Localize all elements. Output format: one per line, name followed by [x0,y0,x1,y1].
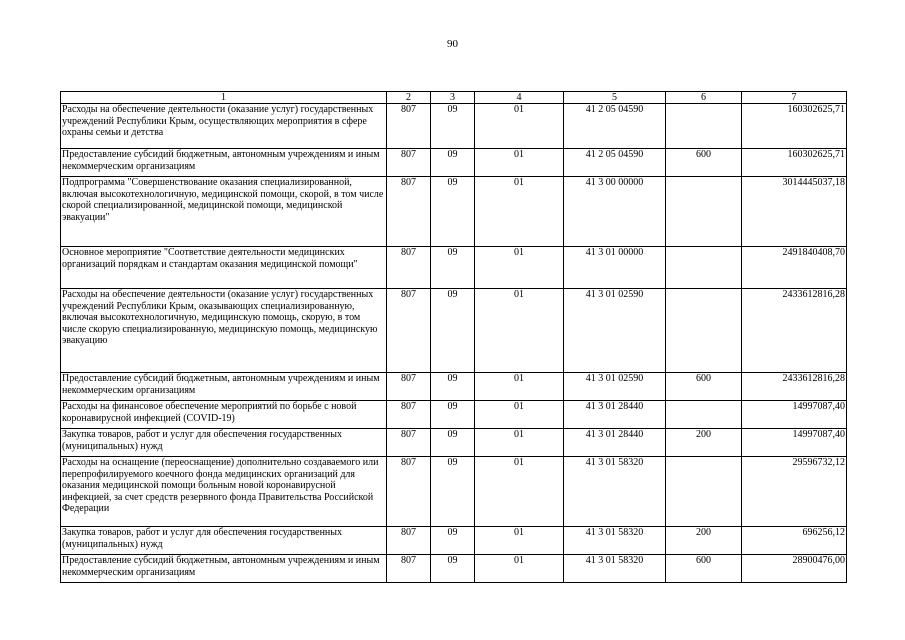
row-code-cell: 807 [387,527,431,555]
table-row [61,401,847,429]
row-target-article-cell: 41 3 01 28440 [564,429,666,457]
row-expense-type-cell: 600 [666,373,742,401]
row-expense-type-cell [666,177,742,247]
row-target-article-cell: 41 2 05 04590 [564,149,666,177]
row-name-cell: Подпрограмма "Совершенствование оказания специализированной, включая высокотехнологичную, медицинской помощи, скорой, в том числе скорой специализированной, медицинской помощи, медицинской эвакуации" [61,177,387,247]
table-row [61,289,847,373]
row-section-cell: 09 [431,373,475,401]
row-section-cell: 09 [431,289,475,373]
row-amount-cell: 2433612816,28 [742,373,847,401]
row-subsection-cell: 01 [475,247,564,289]
row-section-cell: 09 [431,104,475,149]
row-code-cell: 807 [387,401,431,429]
row-amount-cell: 2491840408,70 [742,247,847,289]
row-name-cell: Закупка товаров, работ и услуг для обеспечения государственных (муниципальных) нужд [61,527,387,555]
row-expense-type-cell: 600 [666,555,742,583]
row-code-cell: 807 [387,177,431,247]
row-subsection-cell: 01 [475,401,564,429]
row-amount-cell: 160302625,71 [742,149,847,177]
row-target-article-cell: 41 3 01 58320 [564,555,666,583]
row-subsection-cell: 01 [475,457,564,527]
table-row [61,527,847,555]
row-subsection-cell: 01 [475,527,564,555]
row-target-article-cell: 41 2 05 04590 [564,104,666,149]
table-row [61,177,847,247]
row-amount-cell: 3014445037,18 [742,177,847,247]
row-expense-type-cell [666,247,742,289]
row-name-cell: Закупка товаров, работ и услуг для обеспечения государственных (муниципальных) нужд [61,429,387,457]
row-code-cell: 807 [387,429,431,457]
row-name-cell: Расходы на финансовое обеспечение мероприятий по борьбе с новой коронавирусной инфекцией (COVID-19) [61,401,387,429]
row-section-cell: 09 [431,149,475,177]
row-name-cell: Предоставление субсидий бюджетным, автономным учреждениям и иным некоммерческим организациям [61,373,387,401]
table-row [61,429,847,457]
row-subsection-cell: 01 [475,429,564,457]
row-expense-type-cell [666,104,742,149]
row-amount-cell: 160302625,71 [742,104,847,149]
row-subsection-cell: 01 [475,177,564,247]
row-expense-type-cell: 600 [666,149,742,177]
row-target-article-cell: 41 3 01 28440 [564,401,666,429]
row-code-cell: 807 [387,373,431,401]
row-name-cell: Основное мероприятие "Соответствие деятельности медицинских организаций порядкам и стандартам оказания медицинской помощи" [61,247,387,289]
row-code-cell: 807 [387,149,431,177]
budget-table [60,91,847,583]
table-row [61,247,847,289]
row-subsection-cell: 01 [475,149,564,177]
row-section-cell: 09 [431,429,475,457]
table-row [61,373,847,401]
row-code-cell: 807 [387,289,431,373]
row-target-article-cell: 41 3 01 58320 [564,527,666,555]
row-amount-cell: 2433612816,28 [742,289,847,373]
row-name-cell: Расходы на обеспечение деятельности (оказание услуг) государственных учреждений Республики Крым, оказывающих специализированную, включая высокотехнологичную, медицинскую помощь, скорую, в том числе скорую специализированную, медицинскую помощь, медицинскую эвакуацию [61,289,387,373]
row-name-cell: Расходы на оснащение (переоснащение) дополнительно создаваемого или перепрофилируемого коечного фонда медицинских организаций для оказания медицинской помощи больным новой коронавирусной инфекцией, за счет средств резервного фонда Правительства Российской Федерации [61,457,387,527]
column-header-3: 3 [431,92,475,104]
row-name-cell: Предоставление субсидий бюджетным, автономным учреждениям и иным некоммерческим организациям [61,555,387,583]
table-row [61,149,847,177]
row-amount-cell: 29596732,12 [742,457,847,527]
table-header-row [61,92,847,104]
page-number: 90 [447,38,458,50]
column-header-4: 4 [475,92,564,104]
column-header-7: 7 [742,92,847,104]
row-section-cell: 09 [431,247,475,289]
row-code-cell: 807 [387,247,431,289]
row-subsection-cell: 01 [475,104,564,149]
row-subsection-cell: 01 [475,373,564,401]
row-name-cell: Предоставление субсидий бюджетным, автономным учреждениям и иным некоммерческим организациям [61,149,387,177]
row-expense-type-cell [666,457,742,527]
row-target-article-cell: 41 3 01 02590 [564,289,666,373]
row-amount-cell: 14997087,40 [742,429,847,457]
row-expense-type-cell [666,401,742,429]
row-section-cell: 09 [431,555,475,583]
row-subsection-cell: 01 [475,555,564,583]
row-section-cell: 09 [431,457,475,527]
row-section-cell: 09 [431,177,475,247]
table-row [61,457,847,527]
column-header-5: 5 [564,92,666,104]
row-code-cell: 807 [387,457,431,527]
row-target-article-cell: 41 3 01 02590 [564,373,666,401]
table-row [61,555,847,583]
row-target-article-cell: 41 3 01 00000 [564,247,666,289]
row-subsection-cell: 01 [475,289,564,373]
row-expense-type-cell [666,289,742,373]
row-amount-cell: 28900476,00 [742,555,847,583]
row-section-cell: 09 [431,527,475,555]
row-code-cell: 807 [387,555,431,583]
row-target-article-cell: 41 3 00 00000 [564,177,666,247]
column-header-2: 2 [387,92,431,104]
row-amount-cell: 14997087,40 [742,401,847,429]
row-expense-type-cell: 200 [666,527,742,555]
column-header-6: 6 [666,92,742,104]
row-amount-cell: 696256,12 [742,527,847,555]
row-code-cell: 807 [387,104,431,149]
row-name-cell: Расходы на обеспечение деятельности (оказание услуг) государственных учреждений Республики Крым, осуществляющих мероприятия в сфере охраны семьи и детства [61,104,387,149]
row-section-cell: 09 [431,401,475,429]
column-header-1: 1 [61,92,387,104]
row-expense-type-cell: 200 [666,429,742,457]
table-row [61,104,847,149]
row-target-article-cell: 41 3 01 58320 [564,457,666,527]
